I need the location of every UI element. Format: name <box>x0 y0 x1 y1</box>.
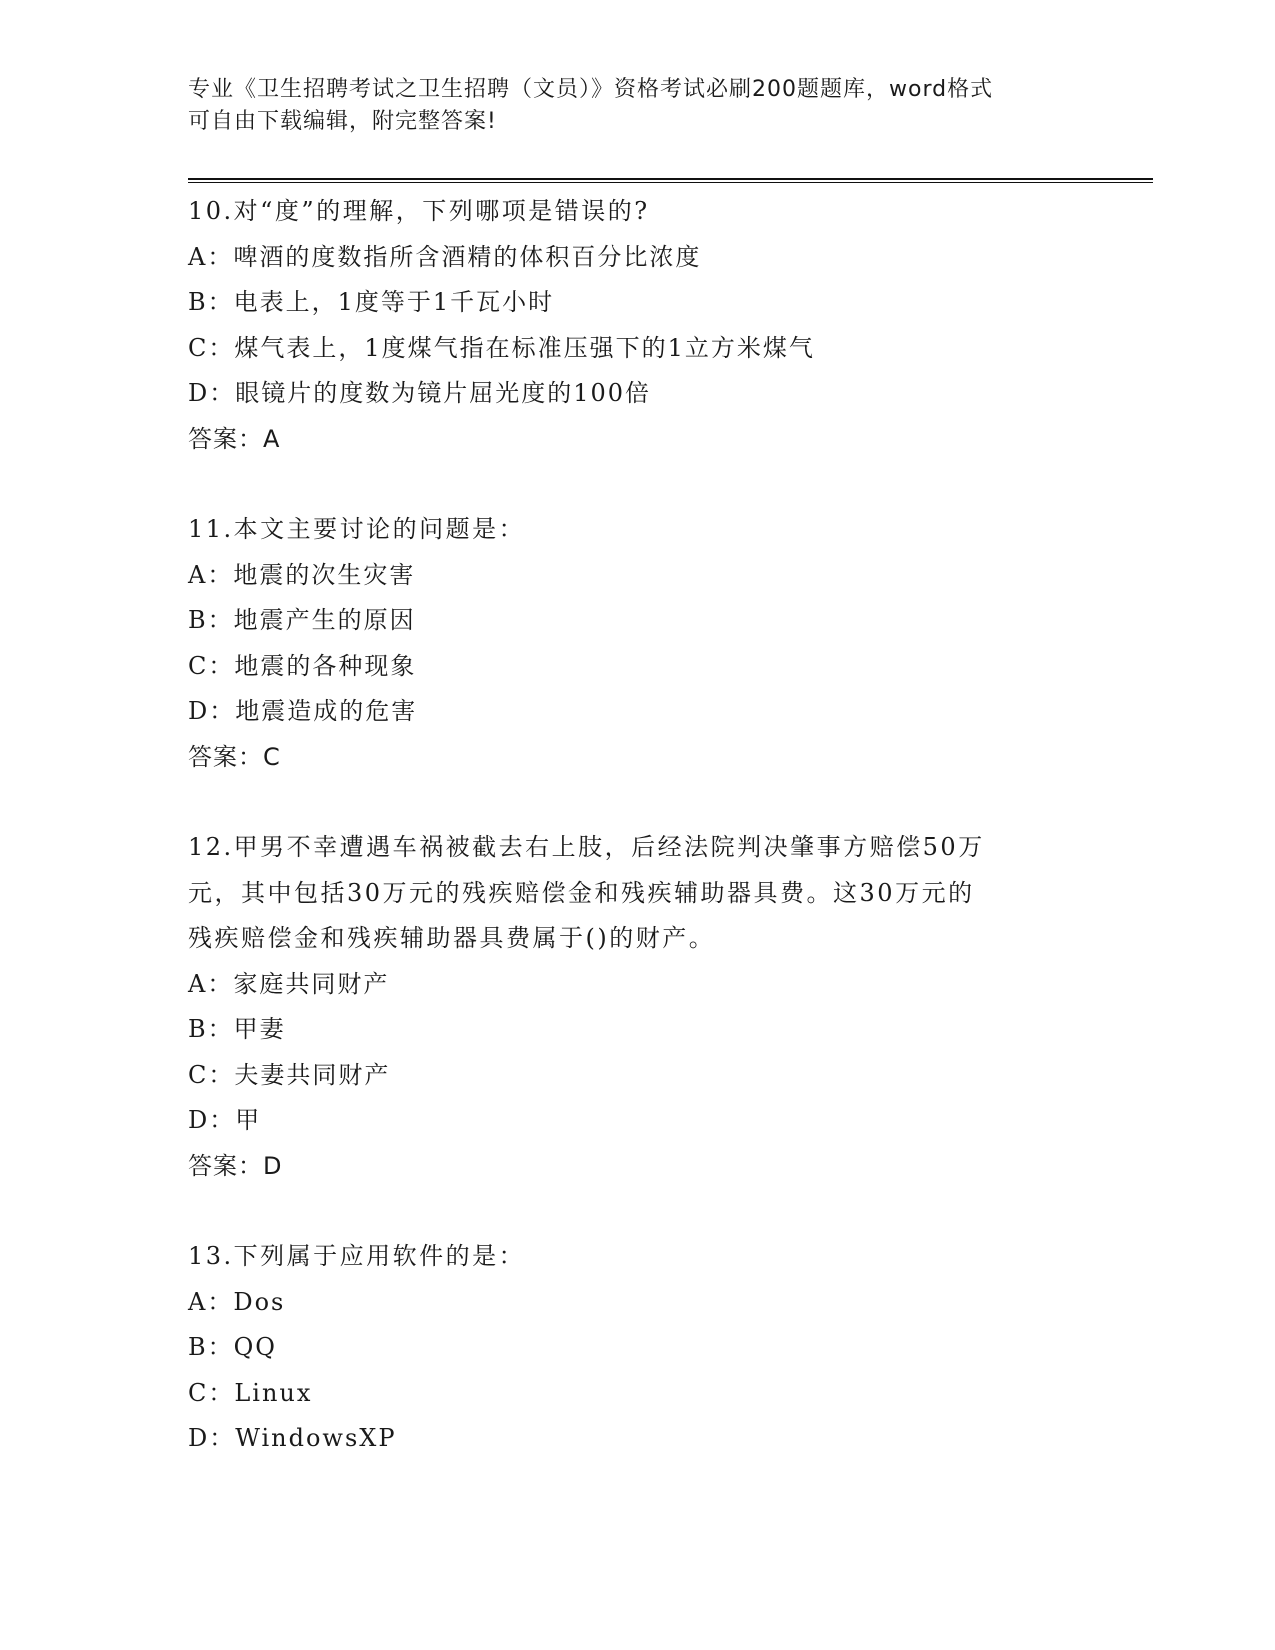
header-line-1: 专业《卫生招聘考试之卫生招聘（文员）》资格考试必刷200题题库，word格式 <box>188 77 994 102</box>
answer-option: A：啤酒的度数指所含酒精的体积百分比浓度 <box>188 242 702 271</box>
answer-option: D：甲 <box>188 1106 262 1134</box>
answer-option: D：WindowsXP <box>188 1424 397 1452</box>
answer-option: B：地震产生的原因 <box>188 606 416 634</box>
answer-key: 答案：D <box>188 1151 283 1180</box>
answer-option: A：家庭共同财产 <box>188 969 390 998</box>
question-stem <box>188 507 1088 553</box>
answer-option: C：煤气表上，1度煤气指在标准压强下的1立方米煤气 <box>188 333 815 362</box>
question-stem-line: 12.甲男不幸遭遇车祸被截去右上肢，后经法院判决肇事方赔偿50万 <box>188 833 985 861</box>
answer-option: B：QQ <box>188 1333 277 1361</box>
question-stem-line: 10.对“度”的理解，下列哪项是错误的? <box>188 197 650 225</box>
question-block <box>188 825 1088 1189</box>
header-divider <box>188 178 1153 183</box>
answer-option: C：Linux <box>188 1378 313 1407</box>
question-stem-line: 元，其中包括30万元的残疾赔偿金和残疾辅助器具费。这30万元的 <box>188 878 975 907</box>
question-stem-line: 11.本文主要讨论的问题是： <box>188 515 526 543</box>
question-stem <box>188 1234 1088 1280</box>
question-stem-line: 残疾赔偿金和残疾辅助器具费属于()的财产。 <box>188 924 716 952</box>
answer-option: C：夫妻共同财产 <box>188 1060 391 1089</box>
answer-option: D：地震造成的危害 <box>188 697 418 725</box>
question-stem <box>188 189 1088 235</box>
question-block <box>188 507 1088 780</box>
question-stem <box>188 825 1088 962</box>
answer-option: D：眼镜片的度数为镜片屈光度的100倍 <box>188 379 652 407</box>
answer-key: 答案：A <box>188 424 281 453</box>
answer-key: 答案：C <box>188 742 281 771</box>
document-header <box>188 74 1088 138</box>
question-list <box>188 189 1088 1507</box>
answer-option: A：地震的次生灾害 <box>188 560 416 589</box>
header-line-2: 可自由下载编辑，附完整答案! <box>188 109 497 134</box>
answer-option: C：地震的各种现象 <box>188 651 417 680</box>
question-block <box>188 189 1088 462</box>
answer-option: A：Dos <box>188 1287 286 1316</box>
question-stem-line: 13.下列属于应用软件的是： <box>188 1242 526 1270</box>
answer-option: B：甲妻 <box>188 1015 286 1043</box>
question-block <box>188 1234 1088 1462</box>
answer-option: B：电表上，1度等于1千瓦小时 <box>188 288 555 316</box>
